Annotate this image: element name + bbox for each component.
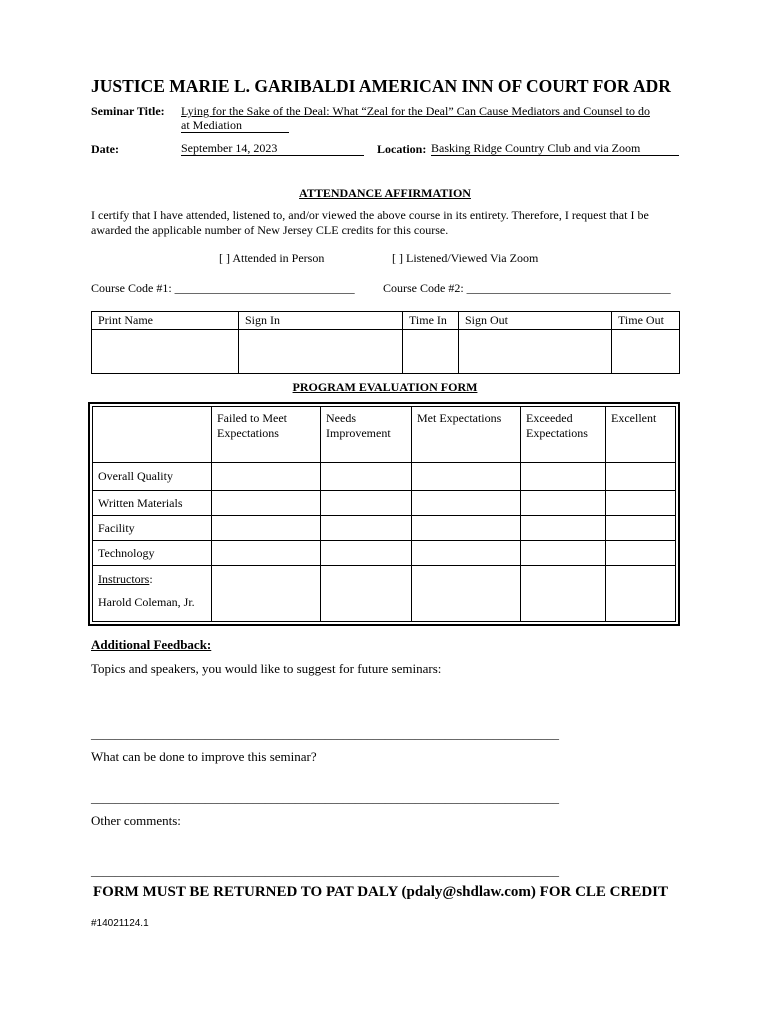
document-number: #14021124.1 [91, 918, 149, 929]
row-written-materials: Written Materials [93, 491, 212, 516]
question-other-comments: Other comments: [91, 813, 181, 828]
rating-cell[interactable] [521, 516, 606, 541]
course-code-2-field[interactable]: Course Code #2: __________________________________ [383, 281, 671, 295]
rating-cell[interactable] [521, 566, 606, 622]
rating-cell[interactable] [212, 541, 321, 566]
form-title: JUSTICE MARIE L. GARIBALDI AMERICAN INN OF COURT FOR ADR [91, 76, 671, 96]
course-code-1-field[interactable]: Course Code #1: ______________________________ [91, 281, 355, 295]
rating-cell[interactable] [521, 491, 606, 516]
rating-cell[interactable] [521, 463, 606, 491]
location-label: Location: [377, 142, 427, 156]
col-excellent: Excellent [606, 407, 676, 463]
print-name-cell[interactable] [92, 330, 239, 374]
question-improve-seminar: What can be done to improve this seminar? [91, 749, 317, 764]
rating-cell[interactable] [606, 566, 676, 622]
rating-cell[interactable] [606, 491, 676, 516]
seminar-title-line1: Lying for the Sake of the Deal: What “Zeal for the Deal” Can Cause Mediators and Counsel to do [181, 104, 650, 118]
seminar-title-label: Seminar Title: [91, 104, 165, 118]
rating-cell[interactable] [606, 541, 676, 566]
rating-cell[interactable] [412, 516, 521, 541]
rating-cell[interactable] [412, 566, 521, 622]
row-instructors: Instructors: Harold Coleman, Jr. [93, 566, 212, 622]
rating-cell[interactable] [321, 463, 412, 491]
evaluation-table [92, 406, 676, 622]
attendance-table [91, 311, 680, 374]
rating-cell[interactable] [212, 491, 321, 516]
viewed-via-zoom-checkbox[interactable]: [ ] Listened/Viewed Via Zoom [392, 251, 539, 265]
program-evaluation-heading: PROGRAM EVALUATION FORM [292, 380, 478, 394]
rating-cell[interactable] [212, 516, 321, 541]
sign-out-cell[interactable] [459, 330, 612, 374]
time-in-cell[interactable] [403, 330, 459, 374]
row-label-header [93, 407, 212, 463]
rating-cell[interactable] [321, 516, 412, 541]
rating-cell[interactable] [212, 463, 321, 491]
row-overall-quality: Overall Quality [93, 463, 212, 491]
time-in-header: Time In [403, 312, 459, 330]
sign-in-cell[interactable] [239, 330, 403, 374]
instructors-label: Instructors [98, 572, 150, 586]
rating-cell[interactable] [521, 541, 606, 566]
time-out-header: Time Out [612, 312, 680, 330]
additional-feedback-heading: Additional Feedback: [91, 637, 212, 652]
rating-cell[interactable] [606, 516, 676, 541]
attended-in-person-checkbox[interactable]: [ ] Attended in Person [219, 251, 325, 265]
attendance-affirmation-heading: ATTENDANCE AFFIRMATION [299, 186, 471, 200]
rating-cell[interactable] [212, 566, 321, 622]
sign-out-header: Sign Out [459, 312, 612, 330]
col-failed-to-meet: Failed to Meet Expectations [212, 407, 321, 463]
seminar-title-line2: at Mediation [181, 119, 289, 133]
rating-cell[interactable] [412, 463, 521, 491]
print-name-header: Print Name [92, 312, 239, 330]
rating-cell[interactable] [412, 541, 521, 566]
certification-text: I certify that I have attended, listened to, and/or viewed the above course in its entirety. Therefore, I request that I be awarded the applicable number of New Jersey CLE credits for this course. [91, 208, 649, 237]
rating-cell[interactable] [321, 491, 412, 516]
rating-cell[interactable] [321, 566, 412, 622]
answer-line-comments[interactable]: ______________________________________________________________________________ [91, 864, 559, 878]
location-value: Basking Ridge Country Club and via Zoom [431, 142, 679, 156]
answer-line-improve[interactable]: ______________________________________________________________________________ [91, 791, 559, 805]
col-exceeded-expectations: Exceeded Expectations [521, 407, 606, 463]
answer-line-topics[interactable]: ______________________________________________________________________________ [91, 727, 559, 741]
rating-cell[interactable] [412, 491, 521, 516]
time-out-cell[interactable] [612, 330, 680, 374]
date-value: September 14, 2023 [181, 142, 364, 156]
evaluation-table-frame [88, 402, 680, 626]
rating-cell[interactable] [321, 541, 412, 566]
row-facility: Facility [93, 516, 212, 541]
date-label: Date: [91, 142, 119, 156]
col-met-expectations: Met Expectations [412, 407, 521, 463]
rating-cell[interactable] [606, 463, 676, 491]
row-technology: Technology [93, 541, 212, 566]
instructor-name: Harold Coleman, Jr. [98, 595, 195, 609]
question-topics-speakers: Topics and speakers, you would like to suggest for future seminars: [91, 661, 442, 676]
sign-in-header: Sign In [239, 312, 403, 330]
return-form-notice: FORM MUST BE RETURNED TO PAT DALY (pdaly@shdlaw.com) FOR CLE CREDIT [93, 884, 669, 900]
col-needs-improvement: Needs Improvement [321, 407, 412, 463]
